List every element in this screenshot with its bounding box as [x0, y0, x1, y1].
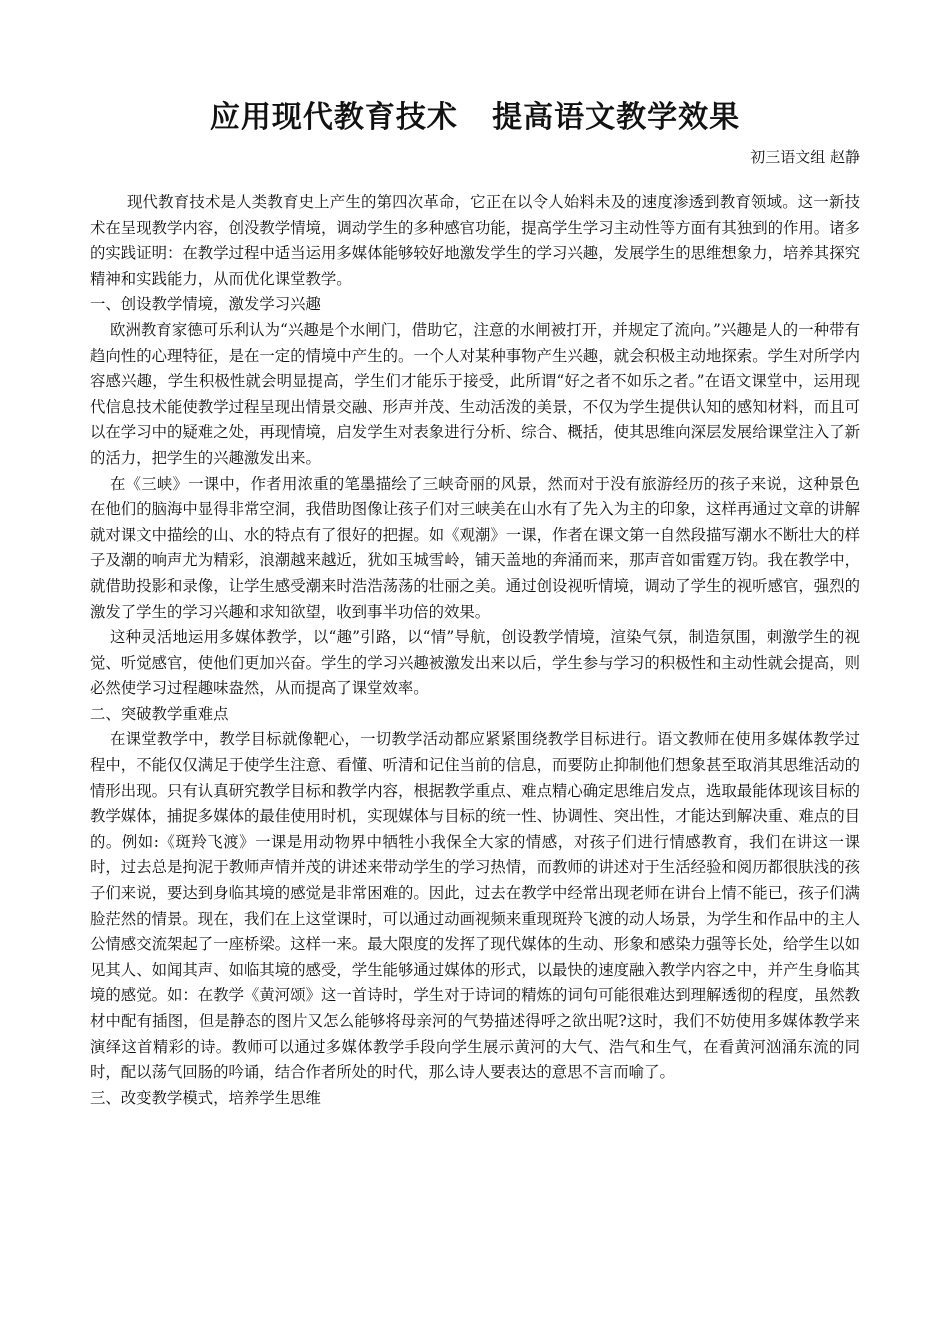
- document-title: 应用现代教育技术 提高语文教学效果: [209, 100, 741, 135]
- section1-paragraph-3: 这种灵活地运用多媒体教学，以“趣”引路，以“情”导航，创设教学情境，渲染气氛，制造氛围，刺激学生的视觉、听觉感官，使他们更加兴奋。学生的学习兴趣被激发出来以后，学生参与学习的积极性和主动性就会提高，则必然使学习过程趣味盎然，从而提高了课堂效率。: [90, 628, 860, 698]
- intro-paragraph: 现代教育技术是人类教育史上产生的第四次革命，它正在以令人始料未及的速度渗透到教育领域。这一新技术在呈现教学内容，创没教学情境，调动学生的多种感官功能，提高学生学习主动性等方面有其独到的作用。诸多的实践证明：在教学过程中适当运用多媒体能够较好地激发学生的学习兴趣，发展学生的思维想象力，培养其探究精神和实践能力，从而优化课堂教学。: [90, 193, 860, 288]
- section-heading-1: 一、创设教学情境，激发学习兴趣: [90, 295, 321, 314]
- author-line: 初三语文组 赵静: [750, 148, 860, 166]
- section-heading-3: 三、改变教学模式，培养学生思维: [90, 1088, 321, 1107]
- section-heading-2: 二、突破教学重难点: [90, 704, 229, 723]
- section1-paragraph-1: 欧洲教育家德可乐利认为“兴趣是个水闸门，借助它，注意的水闸被打开，并规定了流向。”兴趣是人的一种带有趋向性的心理特征，是在一定的情境中产生的。一个人对某种事物产生兴趣，就会积极主动地探索。学生对所学内容感兴趣，学生积极性就会明显提高，学生们才能乐于接受，此所谓“好之者不如乐之者。”在语文课堂中，运用现代信息技术能使教学过程呈现出情景交融、形声并茂、生动活泼的美景，不仅为学生提供认知的感知材料，而且可以在学习中的疑难之处，再现情境，启发学生对表象进行分析、综合、概括，使其思维向深层发展给课堂注入了新的活力，把学生的兴趣激发出来。: [90, 320, 860, 467]
- section2-paragraph-1: 在课堂教学中，教学目标就像靶心，一切教学活动都应紧紧围绕教学目标进行。语文教师在使用多媒体教学过程中，不能仅仅满足于使学生注意、看懂、听清和记住当前的信息，而要防止抑制他们想象甚至取消其思维活动的情形出现。只有认真研究教学目标和教学内容，根据教学重点、难点精心确定思维启发点，选取最能体现该目标的教学媒体，捕捉多媒体的最佳使用时机，实现媒体与目标的统一性、协调性、突出性，才能达到解决重、难点的目的。例如:《斑羚飞渡》一课是用动物界中牺牲小我保全大家的情感，对孩子们进行情感教育，我们在讲这一课时，过去总是拘泥于教师声情并茂的讲述来带动学生的学习热情，而教师的讲述对于生活经验和阅历都很肤浅的孩子们来说，要达到身临其境的感觉是非常困难的。因此，过去在教学中经常出现老师在讲台上情不能已，孩子们满脸茫然的情景。现在，我们在上这堂课时，可以通过动画视频来重现斑羚飞渡的动人场景，为学生和作品中的主人公情感交流架起了一座桥梁。这样一来。最大限度的发挥了现代媒体的生动、形象和感染力强等长处，给学生以如见其人、如闻其声、如临其境的感受，学生能够通过媒体的形式，以最快的速度融入教学内容之中，并产生身临其境的感觉。如：在教学《黄河颂》这一首诗时，学生对于诗词的精炼的词句可能很难达到理解透彻的程度，虽然教材中配有插图，但是静态的图片又怎么能够将母亲河的气势描述得呼之欲出呢?这时，我们不妨使用多媒体教学来演绎这首精彩的诗。教师可以通过多媒体教学手段向学生展示黄河的大气、浩气和生气，在看黄河汹涌东流的同时，配以荡气回肠的吟诵，结合作者所处的时代，那么诗人要表达的意思不言而喻了。: [90, 730, 860, 1082]
- document-page: [90, 96, 860, 1111]
- section1-paragraph-2: 在《三峡》一课中，作者用浓重的笔墨描绘了三峡奇丽的风景，然而对于没有旅游经历的孩子来说，这种景色在他们的脑海中显得非常空洞，我借助图像让孩子们对三峡美在山水有了先入为主的印象，这样再通过文章的讲解就对课文中描绘的山、水的特点有了很好的把握。如《观潮》一课，作者在课文第一自然段描写潮水不断壮大的样子及潮的响声尤为精彩，浪潮越来越近，犹如玉城雪岭，铺天盖地的奔涌而来，那声音如雷霆万钧。我在教学中，就借助投影和录像，让学生感受潮来时浩浩荡荡的壮丽之美。通过创设视听情境，调动了学生的视听感官，强烈的激发了学生的学习兴趣和求知欲望，收到事半功倍的效果。: [90, 474, 860, 621]
